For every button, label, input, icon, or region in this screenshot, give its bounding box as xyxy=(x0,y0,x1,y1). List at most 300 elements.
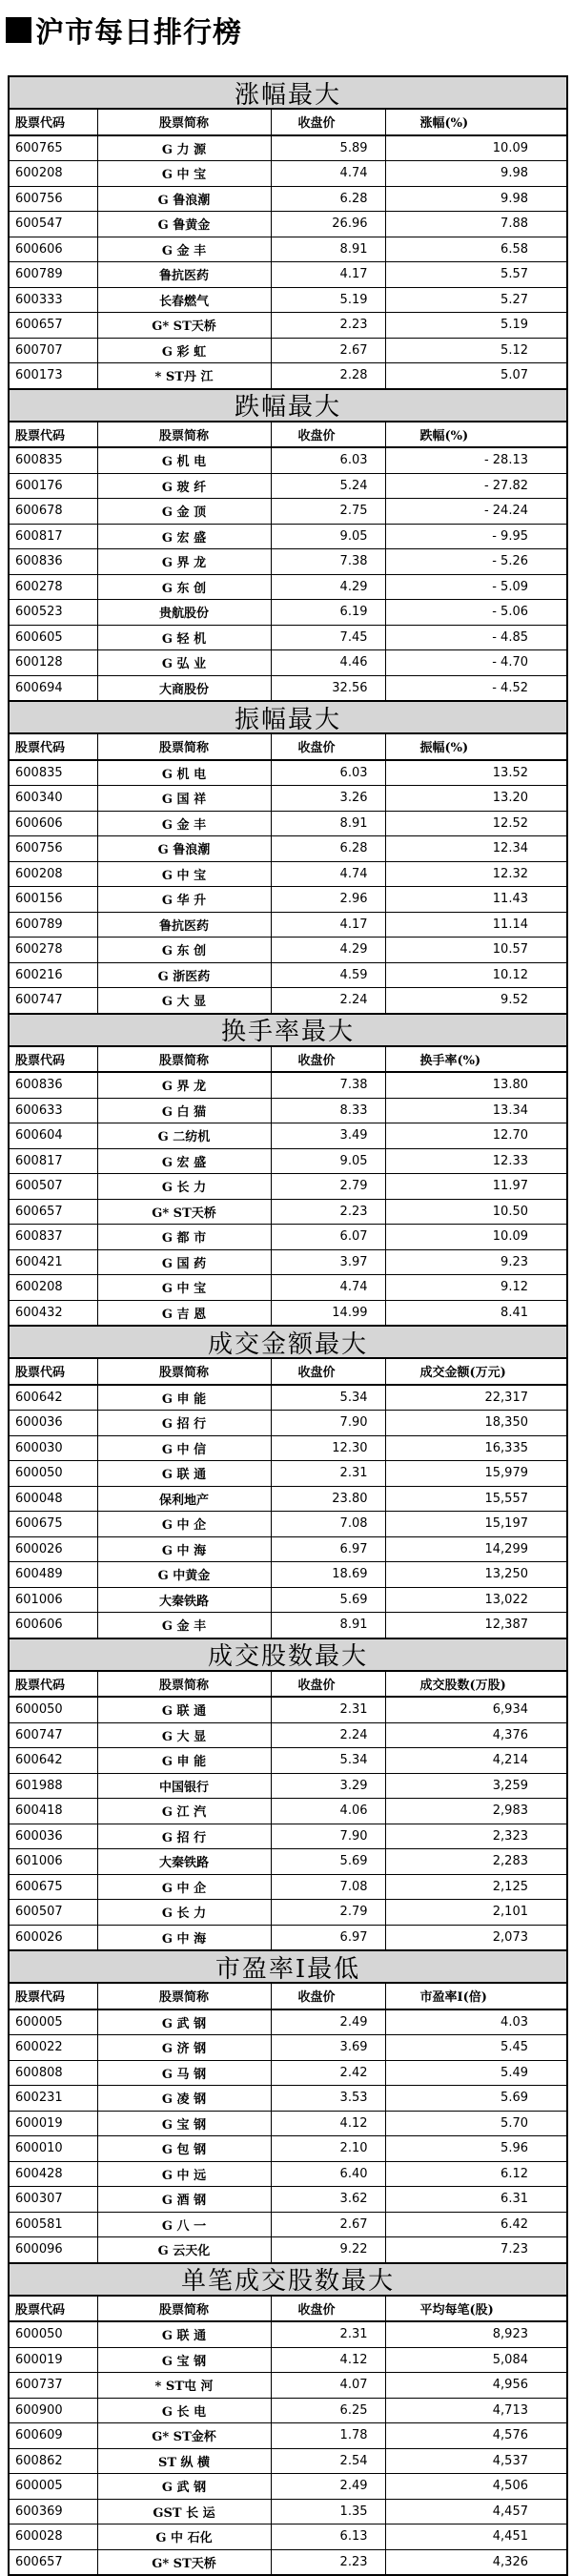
stock-name: G 八 一 xyxy=(97,2212,271,2237)
close-price: 8.33 xyxy=(271,1098,385,1123)
table-row xyxy=(10,2060,566,2086)
metric-value: 15,197 xyxy=(385,1512,566,1537)
stock-name: G 凌 钢 xyxy=(97,2086,271,2112)
close-price: 4.29 xyxy=(271,574,385,600)
ranking-tables xyxy=(8,75,568,2576)
metric-value: 12.32 xyxy=(385,861,566,887)
stock-code: 600333 xyxy=(10,287,97,313)
metric-value: 4,451 xyxy=(385,2524,566,2550)
close-price: 6.13 xyxy=(271,2524,385,2550)
stock-name: GST 长 运 xyxy=(97,2499,271,2524)
stock-name: G 大 显 xyxy=(97,988,271,1013)
close-price: 6.07 xyxy=(271,1225,385,1250)
stock-name: G 浙医药 xyxy=(97,962,271,988)
close-price: 5.89 xyxy=(271,135,385,161)
stock-code: 600019 xyxy=(10,2347,97,2373)
metric-value: 15,557 xyxy=(385,1486,566,1512)
metric-value: 11.97 xyxy=(385,1174,566,1200)
ranking-table xyxy=(10,1672,566,1950)
stock-name: 贵航股份 xyxy=(97,600,271,626)
stock-code: 600817 xyxy=(10,524,97,549)
stock-name: G 机 电 xyxy=(97,760,271,786)
ranking-table xyxy=(10,2297,566,2575)
stock-name: 保利地产 xyxy=(97,1486,271,1512)
stock-code: 600050 xyxy=(10,1697,97,1722)
metric-value: 5.57 xyxy=(385,262,566,288)
close-price: 6.03 xyxy=(271,447,385,473)
ranking-section xyxy=(10,388,566,701)
metric-value: 2,323 xyxy=(385,1824,566,1849)
stock-code: 600606 xyxy=(10,811,97,836)
metric-value: 13.52 xyxy=(385,760,566,786)
metric-value: 5.07 xyxy=(500,368,528,383)
metric-column-header: 市盈率Ⅰ(倍) xyxy=(385,1984,566,2009)
stock-code: 600208 xyxy=(10,1275,97,1301)
stock-name: G 大 显 xyxy=(97,1722,271,1748)
close-price: 2.23 xyxy=(271,2549,385,2574)
metric-value: 4,326 xyxy=(492,2554,528,2569)
table-header-row xyxy=(10,1359,566,1385)
metric-value: 13,022 xyxy=(385,1587,566,1613)
stock-name: 长春燃气 xyxy=(97,287,271,313)
stock-code: 600128 xyxy=(10,650,97,676)
stock-name: G 联 通 xyxy=(97,2321,271,2347)
ranking-table xyxy=(10,422,566,701)
stock-code: 600694 xyxy=(10,675,97,700)
stock-code: 600507 xyxy=(10,1900,97,1926)
table-row xyxy=(10,1486,566,1512)
table-row xyxy=(10,1199,566,1225)
ranking-section xyxy=(10,700,566,1013)
ranking-section xyxy=(10,77,566,388)
close-price: 7.90 xyxy=(271,1824,385,1849)
table-row xyxy=(10,650,566,676)
table-row xyxy=(10,600,566,626)
ranking-table xyxy=(10,1984,566,2262)
metric-value: 5,084 xyxy=(385,2347,566,2373)
metric-value: 5.12 xyxy=(385,338,566,363)
metric-value: 5.69 xyxy=(385,2086,566,2112)
metric-value: 10.50 xyxy=(385,1199,566,1225)
ranking-section xyxy=(10,1013,566,1326)
stock-name: G 联 通 xyxy=(97,1461,271,1487)
table-row xyxy=(10,1925,566,1949)
table-row xyxy=(10,1275,566,1301)
metric-value: 9.12 xyxy=(385,1275,566,1301)
stock-code: 600707 xyxy=(10,338,97,363)
close-price: 7.38 xyxy=(271,549,385,575)
close-price: 9.22 xyxy=(271,2237,385,2262)
table-row xyxy=(10,988,566,1013)
stock-code: 600836 xyxy=(10,549,97,575)
name-column-header: 股票简称 xyxy=(97,110,271,135)
stock-name: 鲁抗医药 xyxy=(97,912,271,938)
stock-name: G 马 钢 xyxy=(97,2060,271,2086)
stock-code: 600156 xyxy=(10,887,97,913)
close-price: 4.74 xyxy=(271,1275,385,1301)
table-row xyxy=(10,2009,566,2035)
name-column-header: 股票简称 xyxy=(97,734,271,760)
metric-value: 13.80 xyxy=(385,1072,566,1098)
table-row xyxy=(10,2448,566,2474)
table-row xyxy=(10,912,566,938)
close-price: 2.31 xyxy=(271,1461,385,1487)
stock-code: 600523 xyxy=(10,600,97,626)
close-price: 26.96 xyxy=(271,212,385,237)
close-price: 4.12 xyxy=(271,2111,385,2136)
stock-code: 600231 xyxy=(10,2086,97,2112)
ranking-table xyxy=(10,1047,566,1326)
table-row xyxy=(10,549,566,575)
metric-value: 10.09 xyxy=(385,1225,566,1250)
stock-code: 600675 xyxy=(10,1874,97,1900)
close-price: 2.42 xyxy=(271,2060,385,2086)
stock-name: * ST丹 江 xyxy=(97,363,271,388)
stock-name: G* ST天桥 xyxy=(97,313,271,339)
stock-name: G 申 能 xyxy=(97,1385,271,1411)
code-column-header: 股票代码 xyxy=(10,1984,97,2009)
table-row xyxy=(10,1773,566,1799)
close-price: 2.23 xyxy=(271,313,385,339)
stock-code: 600756 xyxy=(10,186,97,212)
table-row xyxy=(10,1072,566,1098)
stock-code: 600489 xyxy=(10,1562,97,1588)
table-row xyxy=(10,1461,566,1487)
close-price: 4.59 xyxy=(271,962,385,988)
close-price: 2.67 xyxy=(271,338,385,363)
metric-value: - 4.52 xyxy=(492,680,528,695)
metric-value: 3,259 xyxy=(385,1773,566,1799)
metric-value: 4,506 xyxy=(385,2474,566,2500)
stock-name: G 鲁黄金 xyxy=(97,212,271,237)
stock-code: 600307 xyxy=(10,2187,97,2213)
table-row xyxy=(10,1697,566,1722)
stock-code: 600026 xyxy=(10,1925,97,1949)
stock-code: 600036 xyxy=(10,1411,97,1436)
close-price: 6.19 xyxy=(271,600,385,626)
close-price: 2.49 xyxy=(271,2474,385,2500)
stock-name: G 武 钢 xyxy=(97,2009,271,2035)
stock-name: G 吉 恩 xyxy=(97,1300,271,1325)
table-row xyxy=(10,2398,566,2423)
close-price: 2.10 xyxy=(271,2136,385,2162)
close-price: 3.69 xyxy=(271,2035,385,2061)
stock-name: G 东 创 xyxy=(97,938,271,963)
stock-name: G* ST金杯 xyxy=(97,2423,271,2449)
table-row xyxy=(10,135,566,161)
close-price: 3.29 xyxy=(271,1773,385,1799)
section-title: 换手率最大 xyxy=(10,1013,566,1047)
close-price: 4.46 xyxy=(271,650,385,676)
close-price: 2.31 xyxy=(271,1697,385,1722)
stock-code: 600862 xyxy=(10,2448,97,2474)
metric-value: 8.41 xyxy=(500,1305,528,1320)
stock-name: G 中 宝 xyxy=(97,861,271,887)
ranking-table xyxy=(10,110,566,388)
table-row xyxy=(10,1536,566,1562)
metric-value: 13.34 xyxy=(385,1098,566,1123)
section-title: 振幅最大 xyxy=(10,700,566,734)
stock-code: 600747 xyxy=(10,1722,97,1748)
table-row xyxy=(10,938,566,963)
close-price: 4.06 xyxy=(271,1799,385,1824)
section-title: 成交股数最大 xyxy=(10,1638,566,1672)
stock-code: 600642 xyxy=(10,1748,97,1774)
stock-name: G 界 龙 xyxy=(97,549,271,575)
metric-column-header: 成交金额(万元) xyxy=(385,1359,566,1385)
stock-name: G 金 丰 xyxy=(97,1613,271,1638)
metric-value: 13,250 xyxy=(385,1562,566,1588)
stock-name: G 轻 机 xyxy=(97,625,271,650)
metric-value: 6,934 xyxy=(385,1697,566,1722)
stock-name: G 东 创 xyxy=(97,574,271,600)
stock-name: G 中 海 xyxy=(97,1536,271,1562)
price-column-header: 收盘价 xyxy=(271,2297,385,2322)
metric-value: - 4.85 xyxy=(385,625,566,650)
metric-value: 7.88 xyxy=(385,212,566,237)
table-row xyxy=(10,1225,566,1250)
metric-value: 5.45 xyxy=(385,2035,566,2061)
table-row xyxy=(10,2373,566,2399)
close-price: 2.49 xyxy=(271,2009,385,2035)
close-price: 5.69 xyxy=(271,1587,385,1613)
close-price: 7.45 xyxy=(271,625,385,650)
metric-column-header: 跌幅(%) xyxy=(385,422,566,448)
stock-code: 600581 xyxy=(10,2212,97,2237)
table-row xyxy=(10,237,566,262)
metric-value: 6.31 xyxy=(385,2187,566,2213)
stock-name: G 金 顶 xyxy=(97,499,271,525)
metric-value: 4,214 xyxy=(385,1748,566,1774)
close-price: 2.24 xyxy=(271,1722,385,1748)
close-price: 6.25 xyxy=(271,2398,385,2423)
stock-code: 600835 xyxy=(10,760,97,786)
stock-code: 600678 xyxy=(10,499,97,525)
stock-name: G 国 药 xyxy=(97,1249,271,1275)
table-row xyxy=(10,2035,566,2061)
stock-name: G 中 石化 xyxy=(97,2524,271,2550)
stock-name: G 酒 钢 xyxy=(97,2187,271,2213)
table-row xyxy=(10,161,566,187)
stock-name: G 中 企 xyxy=(97,1874,271,1900)
stock-name: G 申 能 xyxy=(97,1748,271,1774)
stock-code: 600789 xyxy=(10,262,97,288)
stock-name: G 力 源 xyxy=(97,135,271,161)
section-title: 跌幅最大 xyxy=(10,388,566,422)
name-column-header: 股票简称 xyxy=(97,2297,271,2322)
close-price: 1.35 xyxy=(271,2499,385,2524)
stock-code: 600657 xyxy=(10,2549,97,2574)
stock-name: G 国 祥 xyxy=(97,786,271,812)
close-price: 2.54 xyxy=(271,2448,385,2474)
metric-column-header: 涨幅(%) xyxy=(385,110,566,135)
table-row xyxy=(10,447,566,473)
stock-name: G 中黄金 xyxy=(97,1562,271,1588)
stock-name: G 中 企 xyxy=(97,1512,271,1537)
table-row xyxy=(10,1587,566,1613)
table-row xyxy=(10,1249,566,1275)
metric-value: 2,073 xyxy=(492,1929,528,1945)
table-row xyxy=(10,2212,566,2237)
metric-value: - 24.24 xyxy=(385,499,566,525)
stock-code: 600340 xyxy=(10,786,97,812)
stock-code: 600028 xyxy=(10,2524,97,2550)
table-row xyxy=(10,2237,566,2262)
metric-value: 5.49 xyxy=(385,2060,566,2086)
table-row xyxy=(10,2474,566,2500)
ranking-table xyxy=(10,734,566,1013)
stock-code: 600604 xyxy=(10,1123,97,1149)
table-row xyxy=(10,2136,566,2162)
stock-name: G 宏 盛 xyxy=(97,524,271,549)
stock-code: 600756 xyxy=(10,836,97,862)
close-price: 3.97 xyxy=(271,1249,385,1275)
stock-name: G* ST天桥 xyxy=(97,1199,271,1225)
stock-code: 600657 xyxy=(10,313,97,339)
close-price: 7.90 xyxy=(271,1411,385,1436)
table-row xyxy=(10,675,566,700)
price-column-header: 收盘价 xyxy=(271,734,385,760)
stock-code: 600789 xyxy=(10,912,97,938)
close-price: 12.30 xyxy=(271,1435,385,1461)
metric-value: 11.14 xyxy=(385,912,566,938)
table-row xyxy=(10,2347,566,2373)
close-price: 3.62 xyxy=(271,2187,385,2213)
metric-value: 15,979 xyxy=(385,1461,566,1487)
table-row xyxy=(10,574,566,600)
metric-value: 4,956 xyxy=(385,2373,566,2399)
metric-value: 12.52 xyxy=(385,811,566,836)
metric-column-header: 振幅(%) xyxy=(385,734,566,760)
stock-code: 600216 xyxy=(10,962,97,988)
stock-code: 600005 xyxy=(10,2009,97,2035)
table-row xyxy=(10,786,566,812)
metric-value: 2,283 xyxy=(385,1849,566,1875)
metric-value: 4,457 xyxy=(385,2499,566,2524)
close-price: 4.17 xyxy=(271,912,385,938)
stock-code: 600642 xyxy=(10,1385,97,1411)
table-row xyxy=(10,760,566,786)
metric-value: 5.19 xyxy=(385,313,566,339)
section-title: 成交金额最大 xyxy=(10,1325,566,1359)
metric-value: - 5.26 xyxy=(385,549,566,575)
name-column-header: 股票简称 xyxy=(97,1984,271,2009)
page-header xyxy=(0,0,572,59)
close-price: 2.96 xyxy=(271,887,385,913)
table-row xyxy=(10,212,566,237)
stock-code: 600547 xyxy=(10,212,97,237)
table-row xyxy=(10,313,566,339)
stock-name: G 界 龙 xyxy=(97,1072,271,1098)
close-price: 2.24 xyxy=(271,988,385,1013)
stock-code: 600050 xyxy=(10,2321,97,2347)
stock-code: 600369 xyxy=(10,2499,97,2524)
metric-value: 4,576 xyxy=(385,2423,566,2449)
metric-value: 9.52 xyxy=(500,993,528,1008)
stock-code: 601006 xyxy=(10,1587,97,1613)
table-row xyxy=(10,2499,566,2524)
stock-code: 600428 xyxy=(10,2161,97,2187)
table-row xyxy=(10,262,566,288)
metric-value: - 9.95 xyxy=(385,524,566,549)
table-row xyxy=(10,1300,566,1325)
stock-name: G 中 宝 xyxy=(97,1275,271,1301)
stock-code: 600096 xyxy=(10,2237,97,2262)
section-title: 涨幅最大 xyxy=(10,77,566,110)
stock-name: 鲁抗医药 xyxy=(97,262,271,288)
stock-name: * ST屯 河 xyxy=(97,2373,271,2399)
close-price: 2.31 xyxy=(271,2321,385,2347)
stock-code: 600817 xyxy=(10,1148,97,1174)
price-column-header: 收盘价 xyxy=(271,422,385,448)
close-price: 4.07 xyxy=(271,2373,385,2399)
stock-name: G 联 通 xyxy=(97,1697,271,1722)
close-price: 4.29 xyxy=(271,938,385,963)
stock-code: 600418 xyxy=(10,1799,97,1824)
stock-name: G 华 升 xyxy=(97,887,271,913)
metric-value: 9.98 xyxy=(385,186,566,212)
stock-code: 600808 xyxy=(10,2060,97,2086)
stock-name: G 济 钢 xyxy=(97,2035,271,2061)
code-column-header: 股票代码 xyxy=(10,1047,97,1073)
ranking-table xyxy=(10,1359,566,1638)
close-price: 5.19 xyxy=(271,287,385,313)
code-column-header: 股票代码 xyxy=(10,1672,97,1698)
stock-name: 大秦铁路 xyxy=(97,1587,271,1613)
stock-code: 600019 xyxy=(10,2111,97,2136)
table-row xyxy=(10,1562,566,1588)
metric-value: 16,335 xyxy=(385,1435,566,1461)
close-price: 8.91 xyxy=(271,811,385,836)
close-price: 2.23 xyxy=(271,1199,385,1225)
close-price: 2.79 xyxy=(271,1174,385,1200)
code-column-header: 股票代码 xyxy=(10,110,97,135)
close-price: 6.28 xyxy=(271,836,385,862)
stock-name: G 金 丰 xyxy=(97,811,271,836)
stock-code: 600606 xyxy=(10,237,97,262)
ranking-section xyxy=(10,1638,566,1950)
close-price: 6.40 xyxy=(271,2161,385,2187)
stock-name: G 中 宝 xyxy=(97,161,271,187)
close-price: 2.79 xyxy=(271,1900,385,1926)
table-row xyxy=(10,1148,566,1174)
metric-value: - 27.82 xyxy=(385,473,566,499)
close-price: 3.49 xyxy=(271,1123,385,1149)
stock-code: 600605 xyxy=(10,625,97,650)
stock-code: 600050 xyxy=(10,1461,97,1487)
metric-value: 12.70 xyxy=(385,1123,566,1149)
table-row xyxy=(10,473,566,499)
stock-name: G* ST天桥 xyxy=(97,2549,271,2574)
metric-value: 8,923 xyxy=(385,2321,566,2347)
table-row xyxy=(10,811,566,836)
metric-value: 10.57 xyxy=(385,938,566,963)
table-row xyxy=(10,2549,566,2574)
table-row xyxy=(10,2086,566,2112)
metric-value: - 4.70 xyxy=(385,650,566,676)
stock-name: G 鲁浪潮 xyxy=(97,186,271,212)
table-row xyxy=(10,2111,566,2136)
stock-code: 600507 xyxy=(10,1174,97,1200)
ranking-section xyxy=(10,1325,566,1638)
stock-code: 600421 xyxy=(10,1249,97,1275)
metric-value: 2,101 xyxy=(385,1900,566,1926)
metric-column-header: 换手率(%) xyxy=(385,1047,566,1073)
stock-code: 600675 xyxy=(10,1512,97,1537)
code-column-header: 股票代码 xyxy=(10,1359,97,1385)
stock-code: 600022 xyxy=(10,2035,97,2061)
stock-code: 600278 xyxy=(10,574,97,600)
